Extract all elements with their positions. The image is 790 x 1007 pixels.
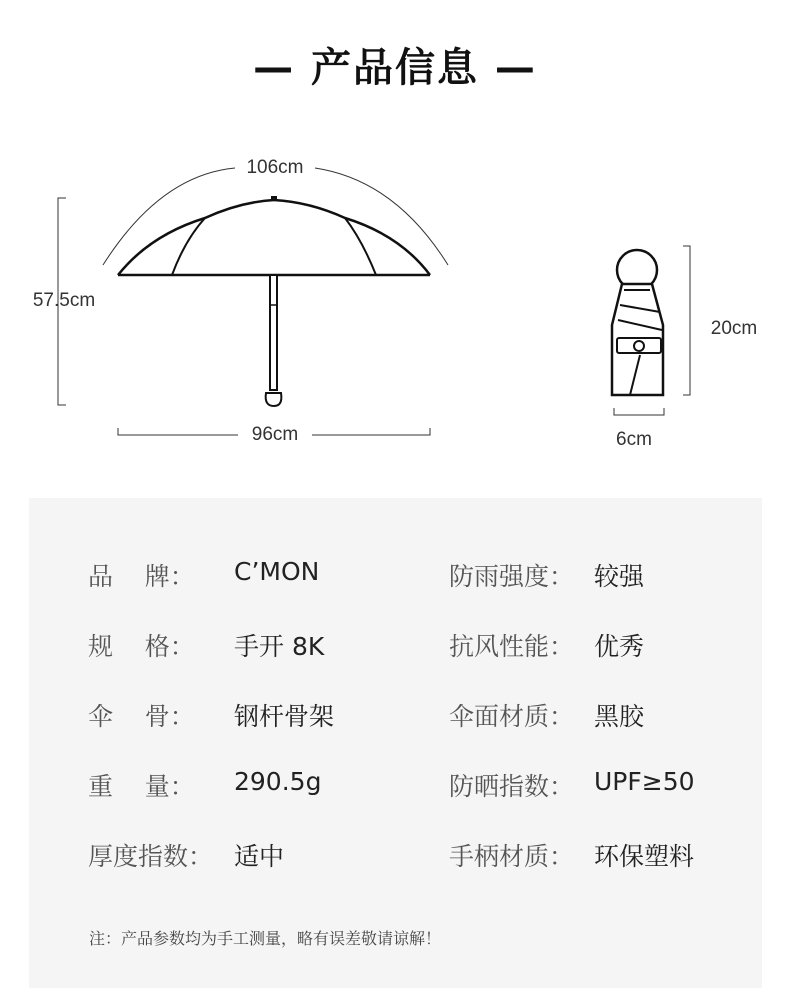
measurement-note: 注：产品参数均为手工测量，略有误差敬请谅解！ (89, 929, 442, 948)
spec-row (29, 627, 762, 667)
closed-length-label: 20cm (710, 318, 758, 339)
spec-value: 环保塑料 (594, 842, 695, 871)
page-title: — 产品信息 — (253, 45, 537, 91)
spec-value: 290.5g (234, 767, 322, 796)
spec-label: 手柄材质： (449, 842, 575, 871)
umbrella-dimension-diagram (0, 140, 790, 470)
spec-label: 重 量： (88, 772, 195, 801)
spec-label: 伞面材质： (449, 702, 575, 731)
spec-label: 防雨强度： (449, 562, 575, 591)
open-height-label: 57.5cm (32, 290, 96, 311)
spec-value: 黑胶 (594, 702, 645, 731)
closed-width-label: 6cm (616, 429, 652, 450)
spec-value: C’MON (234, 557, 320, 586)
spec-value: 手开 8K (234, 632, 325, 661)
spec-value: 钢杆骨架 (234, 702, 335, 731)
open-width-label: 96cm (251, 424, 299, 445)
spec-row (29, 557, 762, 597)
spec-panel (29, 498, 762, 988)
spec-label: 防晒指数： (449, 772, 575, 801)
spec-label: 抗风性能： (449, 632, 575, 661)
spec-label: 厚度指数： (88, 842, 214, 871)
spec-label: 规 格： (88, 632, 195, 661)
spec-value: 优秀 (594, 632, 645, 661)
spec-label: 品 牌： (88, 562, 195, 591)
umbrella-canopy-icon (118, 200, 430, 275)
spec-row (29, 767, 762, 807)
spec-value: 适中 (234, 842, 285, 871)
spec-label: 伞 骨： (88, 702, 195, 731)
spec-row (29, 697, 762, 737)
spec-row (29, 837, 762, 877)
spec-value: UPF≥50 (594, 767, 695, 796)
open-span-label: 106cm (246, 157, 304, 178)
spec-value: 较强 (594, 562, 645, 591)
